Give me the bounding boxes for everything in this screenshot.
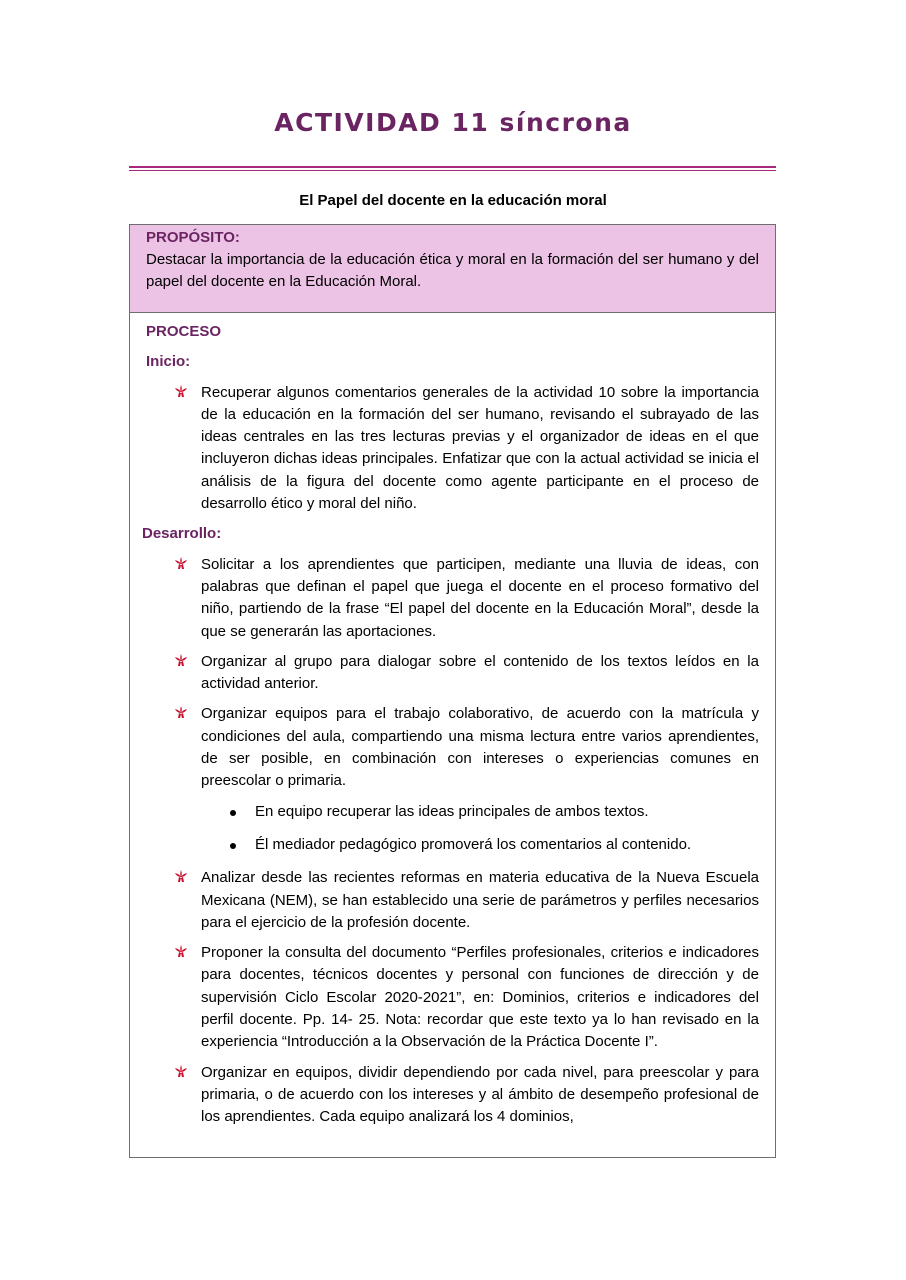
sub-list-item (142, 801, 759, 823)
list-item-text: Analizar desde las recientes reformas en materia educativa de la Nueva Escuela Mexicana (NEM), se han establecido una serie de parámetros y perfiles necesarios para el ejercicio de la profesión docente. (201, 869, 759, 931)
list-item-text: Solicitar a los aprendientes que participen, mediante una lluvia de ideas, con palabras que definan el papel que juega el docente en el proceso formativo del niño, partiendo de la frase “El papel del docente en la Educación Moral”, desde la que se generarán las aportaciones. (201, 555, 759, 640)
list-item (142, 651, 759, 696)
list-item (142, 942, 759, 1053)
purpose-text: Destacar la importancia de la educación ética y moral en la formación del ser humano y del papel del docente en la Educación Moral. (146, 251, 759, 290)
dot-bullet-icon (230, 843, 236, 849)
dot-bullet-icon (230, 810, 236, 816)
process-heading: PROCESO (146, 323, 222, 340)
list-item-text: Organizar al grupo para dialogar sobre el contenido de los textos leídos en la actividad anterior. (201, 652, 759, 693)
list-item (142, 1062, 759, 1129)
purpose-cell (130, 225, 775, 313)
list-item (142, 867, 759, 934)
title-rule-thin (129, 170, 776, 171)
flower-bullet-icon (174, 653, 188, 667)
list-item (142, 382, 759, 516)
sub-list-item-text: Él mediador pedagógico promoverá los comentarios al contenido. (255, 835, 692, 853)
sub-list-item (142, 834, 759, 856)
flower-bullet-icon (174, 384, 188, 398)
inicio-heading: Inicio: (146, 353, 191, 371)
title-rule-thick (129, 166, 776, 168)
list-item (142, 703, 759, 792)
list-item-text: Organizar equipos para el trabajo colaborativo, de acuerdo con la matrícula y condiciones del aula, compartiendo una misma lectura entre varios aprendientes, de ser posible, en combinación con intereses o experiencias comunes en preescolar o primaria. (201, 705, 759, 790)
sub-list-item-text: En equipo recuperar las ideas principales de ambos textos. (255, 802, 649, 820)
list-item-text: Proponer la consulta del documento “Perfiles profesionales, criterios e indicadores para docentes, técnicos docentes y personal con funciones de dirección y de supervisión Ciclo Escolar 2020-2021”, en: Dominios, criterios e indicadores del perfil docente. Pp. 14- 25. Nota: recordar que este texto ya lo han revisado en la experiencia “Introducción a la Observación de la Práctica Docente I”. (201, 944, 759, 1051)
list-item-text: Recuperar algunos comentarios generales de la actividad 10 sobre la importancia de la educación en la formación del ser humano, revisando el subrayado de las ideas centrales en las tres lecturas previas y el organizador de ideas en el que incluyeron dichas ideas principales. Enfatizar que con la actual actividad se inicia el análisis de la figura del docente como agente participante en el proceso de desarrollo ético y moral del niño. (201, 383, 759, 513)
flower-bullet-icon (174, 944, 188, 958)
flower-bullet-icon (174, 705, 188, 719)
page-title: ACTIVIDAD 11 síncrona (274, 108, 632, 137)
flower-bullet-icon (174, 1064, 188, 1078)
activity-table (129, 224, 776, 1158)
page-subtitle: El Papel del docente en la educación moral (299, 192, 607, 209)
list-item-text: Organizar en equipos, dividir dependiendo por cada nivel, para preescolar y para primaria, o de acuerdo con los intereses y al ámbito de desempeño profesional de los aprendientes. Cada equipo analizará los 4 dominios, (201, 1063, 759, 1126)
flower-bullet-icon (174, 869, 188, 883)
process-cell (130, 313, 775, 1129)
purpose-label: PROPÓSITO: (146, 229, 240, 246)
flower-bullet-icon (174, 556, 188, 570)
desarrollo-heading: Desarrollo: (142, 525, 222, 543)
list-item (142, 554, 759, 643)
